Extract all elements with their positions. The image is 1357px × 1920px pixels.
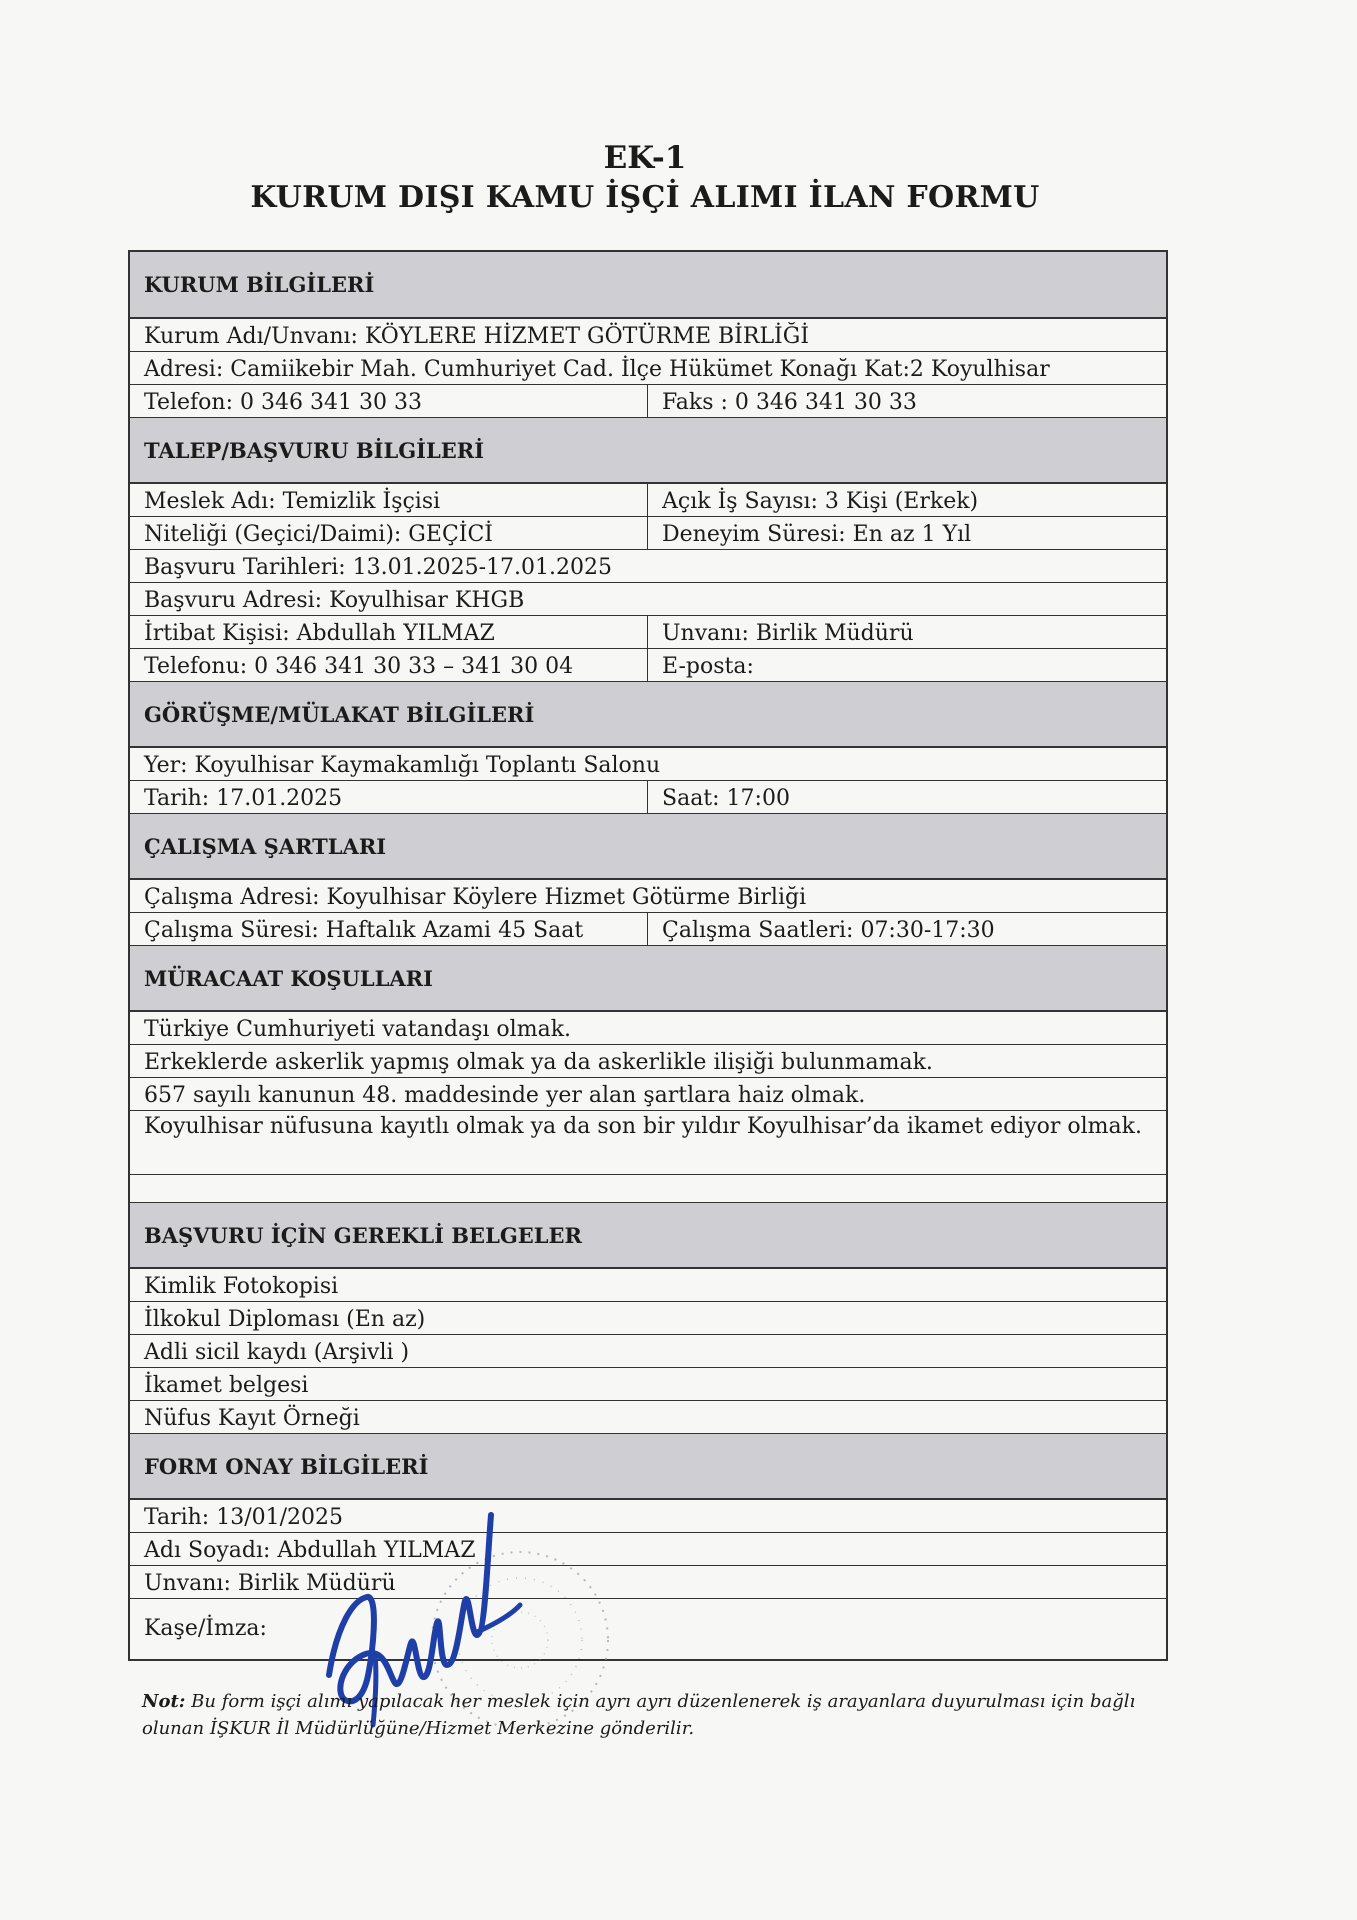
calisma-saatleri: Çalışma Saatleri: 07:30-17:30 xyxy=(662,918,995,943)
list-item xyxy=(130,1269,1166,1302)
muracaat-item: Erkeklerde askerlik yapmış olmak ya da askerlikle ilişiği bulunmamak. xyxy=(144,1050,933,1075)
row-gorusme-yer xyxy=(130,748,1166,781)
row-irtibat xyxy=(130,616,1166,649)
deneyim-suresi: Deneyim Süresi: En az 1 Yıl xyxy=(662,522,972,547)
onay-unvani: Unvanı: Birlik Müdürü xyxy=(144,1571,396,1596)
page-title xyxy=(0,138,1290,218)
belge-item: Nüfus Kayıt Örneği xyxy=(144,1406,360,1431)
section-calisma-heading: ÇALIŞMA ŞARTLARI xyxy=(130,814,1166,880)
basvuru-adresi: Başvuru Adresi: Koyulhisar KHGB xyxy=(144,588,525,613)
kurum-name: Kurum Adı/Unvanı: KÖYLERE HİZMET GÖTÜRME BİRLİĞİ xyxy=(144,324,810,349)
row-basvuru-adresi xyxy=(130,583,1166,616)
onay-kase-imza: Kaşe/İmza: xyxy=(144,1615,267,1641)
calisma-suresi: Çalışma Süresi: Haftalık Azami 45 Saat xyxy=(130,913,648,945)
irtibat-eposta: E-posta: xyxy=(662,654,754,679)
gorusme-yer: Yer: Koyulhisar Kaymakamlığı Toplantı Salonu xyxy=(144,753,661,778)
row-gorusme-tarih xyxy=(130,781,1166,814)
row-onay-kase xyxy=(130,1599,1166,1659)
basvuru-tarihleri: Başvuru Tarihleri: 13.01.2025-17.01.2025 xyxy=(144,555,613,580)
gorusme-saat: Saat: 17:00 xyxy=(662,786,790,811)
form-code: EK-1 xyxy=(603,140,687,176)
gorusme-tarih: Tarih: 17.01.2025 xyxy=(130,781,648,813)
row-onay-tarih xyxy=(130,1500,1166,1533)
niteligi: Niteliği (Geçici/Daimi): GEÇİCİ xyxy=(130,517,648,549)
belge-item: İkamet belgesi xyxy=(144,1373,309,1398)
irtibat-telefonu: Telefonu: 0 346 341 30 33 – 341 30 04 xyxy=(130,649,648,681)
meslek-adi: Meslek Adı: Temizlik İşçisi xyxy=(130,484,648,516)
list-item xyxy=(130,1335,1166,1368)
section-talep-heading: TALEP/BAŞVURU BİLGİLERİ xyxy=(130,418,1166,484)
kurum-fax: Faks : 0 346 341 30 33 xyxy=(662,390,917,415)
row-onay-unvan xyxy=(130,1566,1166,1599)
kurum-phone: Telefon: 0 346 341 30 33 xyxy=(130,385,648,417)
list-item xyxy=(130,1302,1166,1335)
row-meslek xyxy=(130,484,1166,517)
note-label: Not: xyxy=(142,1691,186,1712)
section-gorusme-heading: GÖRÜŞME/MÜLAKAT BİLGİLERİ xyxy=(130,682,1166,748)
list-item xyxy=(130,1045,1166,1078)
empty-row xyxy=(130,1175,1166,1203)
muracaat-item: 657 sayılı kanunun 48. maddesinde yer alan şartlara haiz olmak. xyxy=(144,1083,866,1108)
belge-item: Adli sicil kaydı (Arşivli ) xyxy=(144,1340,410,1365)
acik-is-sayisi: Açık İş Sayısı: 3 Kişi (Erkek) xyxy=(662,489,979,514)
form-note xyxy=(142,1688,1192,1742)
row-calisma-adresi xyxy=(130,880,1166,913)
list-item xyxy=(130,1078,1166,1111)
section-muracaat-heading: MÜRACAAT KOŞULLARI xyxy=(130,946,1166,1012)
list-item xyxy=(130,1111,1166,1175)
note-text: Bu form işçi alımı yapılacak her meslek için ayrı ayrı düzenlenerek iş arayanlara duyurulması için bağlı olunan İŞKUR İl Müdürlüğüne/Hizmet Merkezine gönderilir. xyxy=(142,1691,1136,1739)
belge-item: Kimlik Fotokopisi xyxy=(144,1274,339,1299)
row-kurum-phone-fax xyxy=(130,385,1166,418)
row-onay-adi xyxy=(130,1533,1166,1566)
kurum-address: Adresi: Camiikebir Mah. Cumhuriyet Cad. İlçe Hükümet Konağı Kat:2 Koyulhisar xyxy=(144,357,1050,382)
application-form-table xyxy=(128,250,1168,1661)
belge-item: İlkokul Diploması (En az) xyxy=(144,1307,426,1332)
row-nitelik xyxy=(130,517,1166,550)
section-belgeler-heading: BAŞVURU İÇİN GEREKLİ BELGELER xyxy=(130,1203,1166,1269)
row-kurum-address xyxy=(130,352,1166,385)
list-item xyxy=(130,1401,1166,1434)
row-calisma-suresi xyxy=(130,913,1166,946)
irtibat-kisisi: İrtibat Kişisi: Abdullah YILMAZ xyxy=(130,616,648,648)
row-telefonu xyxy=(130,649,1166,682)
form-title: KURUM DIŞI KAMU İŞÇİ ALIMI İLAN FORMU xyxy=(250,180,1040,215)
onay-tarih: Tarih: 13/01/2025 xyxy=(144,1505,344,1530)
row-kurum-name xyxy=(130,319,1166,352)
onay-adi-soyadi: Adı Soyadı: Abdullah YILMAZ xyxy=(144,1538,476,1563)
section-kurum-heading: KURUM BİLGİLERİ xyxy=(130,252,1166,319)
muracaat-item: Türkiye Cumhuriyeti vatandaşı olmak. xyxy=(144,1017,572,1042)
list-item xyxy=(130,1368,1166,1401)
section-onay-heading: FORM ONAY BİLGİLERİ xyxy=(130,1434,1166,1500)
calisma-adresi: Çalışma Adresi: Koyulhisar Köylere Hizmet Götürme Birliği xyxy=(144,885,807,910)
row-basvuru-tarihleri xyxy=(130,550,1166,583)
list-item xyxy=(130,1012,1166,1045)
muracaat-item: Koyulhisar nüfusuna kayıtlı olmak ya da son bir yıldır Koyulhisar’da ikamet ediyor olmak. xyxy=(144,1114,1142,1139)
irtibat-unvani: Unvanı: Birlik Müdürü xyxy=(662,621,914,646)
